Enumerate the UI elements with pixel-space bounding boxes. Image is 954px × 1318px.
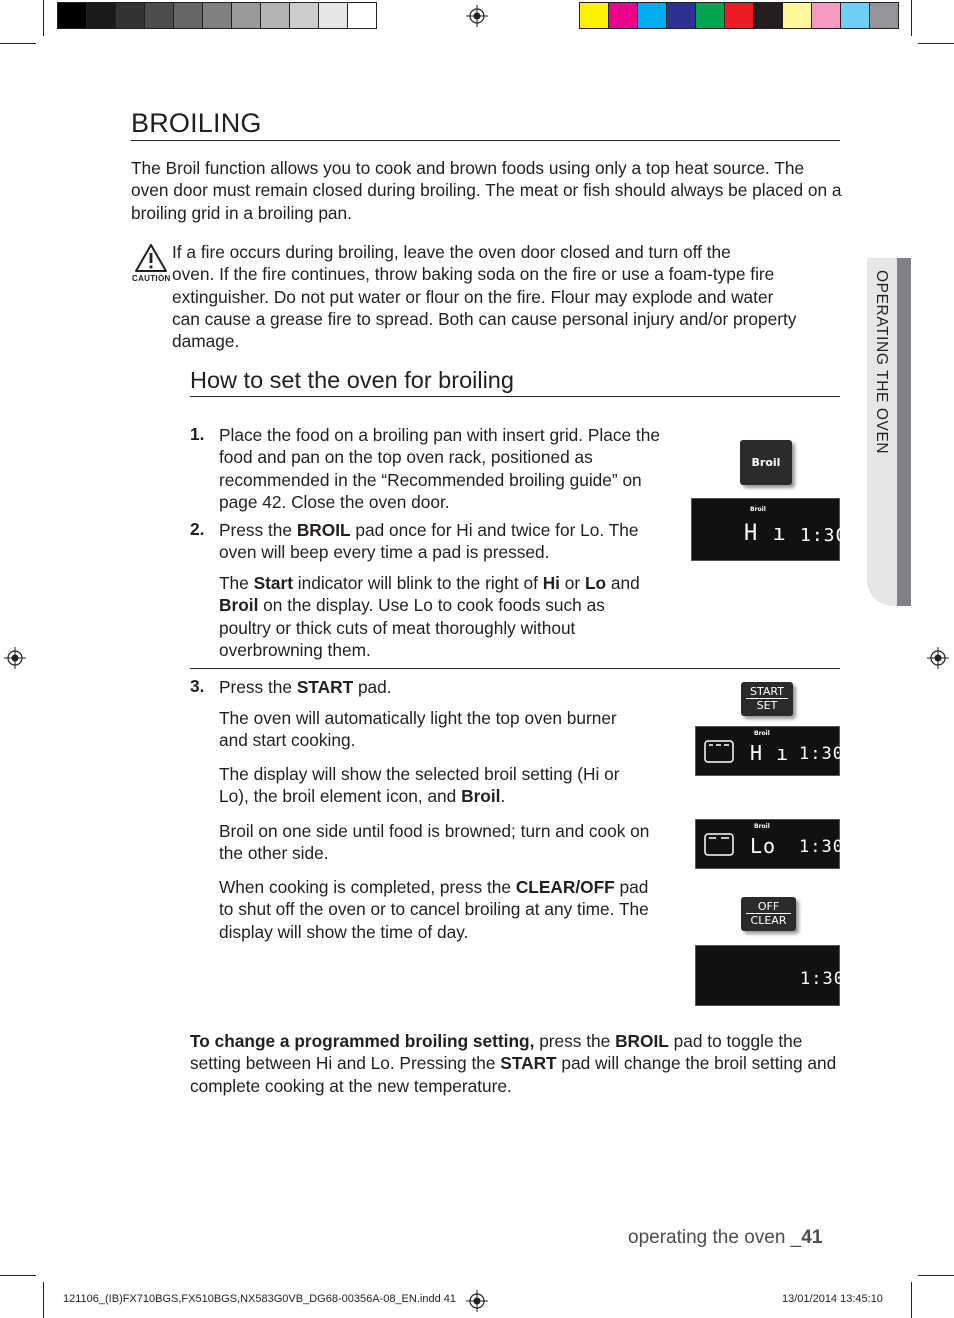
registration-mark-icon: [4, 647, 26, 669]
color-swatch: [86, 2, 116, 29]
page-number: 41: [801, 1227, 823, 1248]
display-broil-label: Broil: [750, 506, 766, 513]
subsection-rule: [190, 396, 840, 397]
crop-mark: [0, 43, 36, 44]
oven-display: [695, 726, 844, 776]
color-swatch: [260, 2, 290, 29]
broil-element-icon: [704, 831, 734, 857]
crop-mark: [0, 1275, 36, 1276]
step-number: 1.: [190, 424, 205, 444]
oven-display: [695, 819, 844, 869]
step-3-detail: The display will show the selected broil setting (Hi or Lo), the broil element icon, and Broil.: [219, 764, 620, 807]
display-time: 1:30: [800, 969, 845, 989]
display-mode: Lo: [750, 834, 777, 858]
crop-mark: [918, 43, 954, 44]
color-swatch: [840, 2, 870, 29]
display-mode: H ı: [750, 741, 790, 765]
color-swatch: [637, 2, 667, 29]
display-time: 1:30: [800, 525, 848, 546]
oven-display: [695, 945, 845, 1006]
display-time: 1:30: [799, 744, 844, 764]
step-number: 2.: [190, 519, 205, 539]
color-swatch: [666, 2, 696, 29]
color-swatch: [869, 2, 899, 29]
color-swatch: [782, 2, 812, 29]
color-swatch: [318, 2, 348, 29]
step-divider: [190, 668, 840, 669]
color-swatch: [202, 2, 232, 29]
title-rule: [131, 140, 840, 141]
start-set-pad: START SET: [741, 682, 793, 716]
step-2-text: Press the BROIL pad once for Hi and twice for Lo. The oven will beep every time a pad is pressed.: [219, 520, 639, 563]
color-swatch: [347, 2, 377, 29]
color-swatch: [753, 2, 783, 29]
change-setting-note: To change a programmed broiling setting, press the BROIL pad to toggle the setting between Hi and Lo. Pressing the START pad will change the broil setting and complete cooking at the new temperature.: [190, 1031, 837, 1096]
color-swatch: [289, 2, 319, 29]
color-swatch: [231, 2, 261, 29]
color-swatch: [695, 2, 725, 29]
print-slug-file: 121106_(IB)FX710BGS,FX510BGS,NX583G0VB_DG68-00356A-08_EN.indd 41: [63, 1293, 456, 1305]
side-tab-label: OPERATING THE OVEN: [873, 270, 890, 455]
side-tab-strip: [897, 258, 911, 606]
display-time: 1:30: [799, 837, 844, 857]
caution-label: CAUTION: [132, 274, 171, 283]
step-3-detail: The oven will automatically light the top oven burner and start cooking.: [219, 708, 617, 751]
step-number: 3.: [190, 676, 205, 696]
display-mode: H ı: [744, 521, 787, 546]
section-title: BROILING: [131, 108, 262, 138]
caution-icon: [134, 243, 168, 273]
clear-off-pad: OFF CLEAR: [741, 897, 796, 931]
registration-mark-icon: [466, 1290, 488, 1312]
color-swatch: [811, 2, 841, 29]
crop-mark: [43, 0, 44, 36]
step-3-detail: Broil on one side until food is browned; turn and cook on the other side.: [219, 821, 650, 864]
crop-mark: [43, 1282, 44, 1318]
step-1-text: Place the food on a broiling pan with insert grid. Place the food and pan on the top oven rack, positioned as recommended in the “Recommended broiling guide” on page 42. Close the oven door.: [219, 425, 660, 512]
crop-mark: [918, 1275, 954, 1276]
color-swatch: [115, 2, 145, 29]
broil-element-icon: [704, 738, 734, 764]
registration-mark-icon: [466, 5, 488, 27]
registration-mark-icon: [927, 647, 949, 669]
crop-mark: [911, 0, 912, 36]
color-swatch: [608, 2, 638, 29]
display-broil-label: Broil: [754, 730, 770, 737]
color-swatch: [724, 2, 754, 29]
broil-pad: Broil: [740, 440, 792, 485]
display-broil-label: Broil: [754, 823, 770, 830]
oven-display: [691, 498, 848, 561]
subsection-title: How to set the oven for broiling: [190, 367, 514, 393]
color-swatch: [57, 2, 87, 29]
print-slug-date: 13/01/2014 13:45:10: [782, 1293, 883, 1305]
intro-paragraph: The Broil function allows you to cook and brown foods using only a top heat source. The oven door must remain closed during broiling. The meat or fish should always be placed on a broiling grid in a broiling pan.: [131, 158, 842, 223]
step-2-detail: The Start indicator will blink to the right of Hi or Lo and Broil on the display. Use Lo to cook foods such as poultry or thick cuts of meat thoroughly without overbrowning them.: [219, 573, 640, 660]
crop-mark: [911, 1282, 912, 1318]
color-swatch: [173, 2, 203, 29]
step-3-detail: When cooking is completed, press the CLEAR/OFF pad to shut off the oven or to cancel broiling at any time. The display will show the time of day.: [219, 877, 649, 942]
page-footer: operating the oven _41: [628, 1227, 823, 1248]
color-swatch: [144, 2, 174, 29]
step-3-text: Press the START pad.: [219, 677, 392, 697]
color-swatch: [579, 2, 609, 29]
